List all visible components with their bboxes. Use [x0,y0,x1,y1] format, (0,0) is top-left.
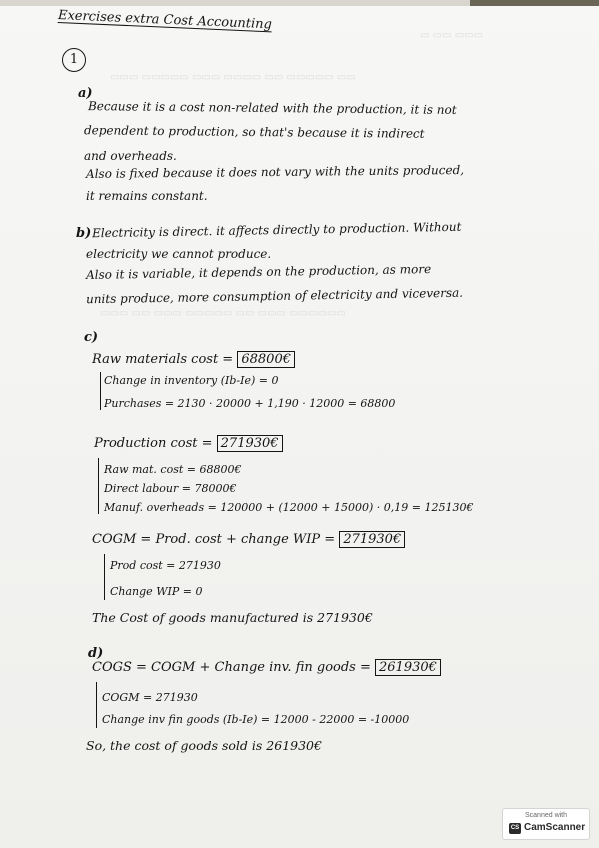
page-top-edge [0,0,599,6]
part-c-label: c) [84,330,99,345]
camscanner-brand: CamScanner [524,822,586,833]
cogs-result: 261930€ [375,659,441,676]
cogm-production-cost: Prod cost = 271930 [110,559,221,572]
raw-change-inventory: Change in inventory (Ib-Ie) = 0 [104,374,279,387]
production-cost [94,436,283,452]
production-overheads: Manuf. overheads = 120000 + (12000 + 15000) · 0,19 = 125130€ [104,501,474,514]
show-through: ▭ ▭▭ ▭▭▭ [420,30,484,41]
page-title: Exercises extra Cost Accounting [57,8,273,33]
camscanner-watermark [502,808,590,840]
part-d-label: d) [88,646,104,661]
raw-materials-cost [92,352,295,368]
cogm-result: 271930€ [339,531,405,548]
part-a-line: Also is fixed because it does not vary with the units produced, [85,163,465,181]
production-direct-labour: Direct labour = 78000€ [104,482,237,495]
production-cost-label: Production cost = [94,436,213,451]
cogm-equation [92,532,405,548]
cogs-conclusion: So, the cost of goods sold is 261930€ [86,738,322,753]
scanned-with-text: Scanned with [524,812,568,819]
part-b-line: electricity we cannot produce. [86,247,272,261]
raw-purchases: Purchases = 2130 · 20000 + 1,190 · 12000 = 68800 [104,397,396,410]
part-b-label: b) [76,226,92,241]
exercise-number: 1 [62,48,86,72]
cogm-bracket [104,554,105,600]
part-b-line: Electricity is direct. it affects directly to production. Without [91,219,462,241]
cogs-cogm: COGM = 271930 [102,691,198,704]
cogs-bracket [96,682,97,728]
raw-materials-label: Raw materials cost = [92,352,234,367]
part-b-line: units produce, more consumption of electricity and viceversa. [85,285,464,307]
camscanner-logo-icon: CS [509,823,521,834]
raw-materials-bracket [100,372,101,410]
cogm-conclusion: The Cost of goods manufactured is 271930€ [92,610,373,625]
part-a-line: dependent to production, so that's because it is indirect [83,123,425,141]
cogs-label: COGS = COGM + Change inv. fin goods = [92,660,371,675]
part-a-label: a) [78,86,93,101]
production-cost-bracket [98,458,99,514]
part-a-line: and overheads. [84,149,177,163]
part-a-line: it remains constant. [86,189,208,203]
part-b-line: Also it is variable, it depends on the production, as more [85,261,432,283]
show-through: ▭▭▭ ▭▭ ▭▭▭ ▭▭▭▭▭ ▭▭ ▭▭▭ ▭▭▭▭▭▭ [100,308,346,319]
cogm-label: COGM = Prod. cost + change WIP = [92,532,336,547]
cogm-change-wip: Change WIP = 0 [110,585,203,598]
cogs-equation [92,660,441,676]
production-raw-materials: Raw mat. cost = 68800€ [104,463,242,476]
part-a-line: Because it is a cost non-related with the production, it is not [87,99,457,117]
cogs-change-inventory: Change inv fin goods (Ib-Ie) = 12000 - 22000 = -10000 [102,713,410,726]
production-cost-result: 271930€ [217,435,283,452]
show-through: ▭▭▭ ▭▭▭▭▭ ▭▭▭ ▭▭▭▭ ▭▭ ▭▭▭▭▭ ▭▭ [110,72,356,83]
raw-materials-result: 68800€ [237,351,295,368]
